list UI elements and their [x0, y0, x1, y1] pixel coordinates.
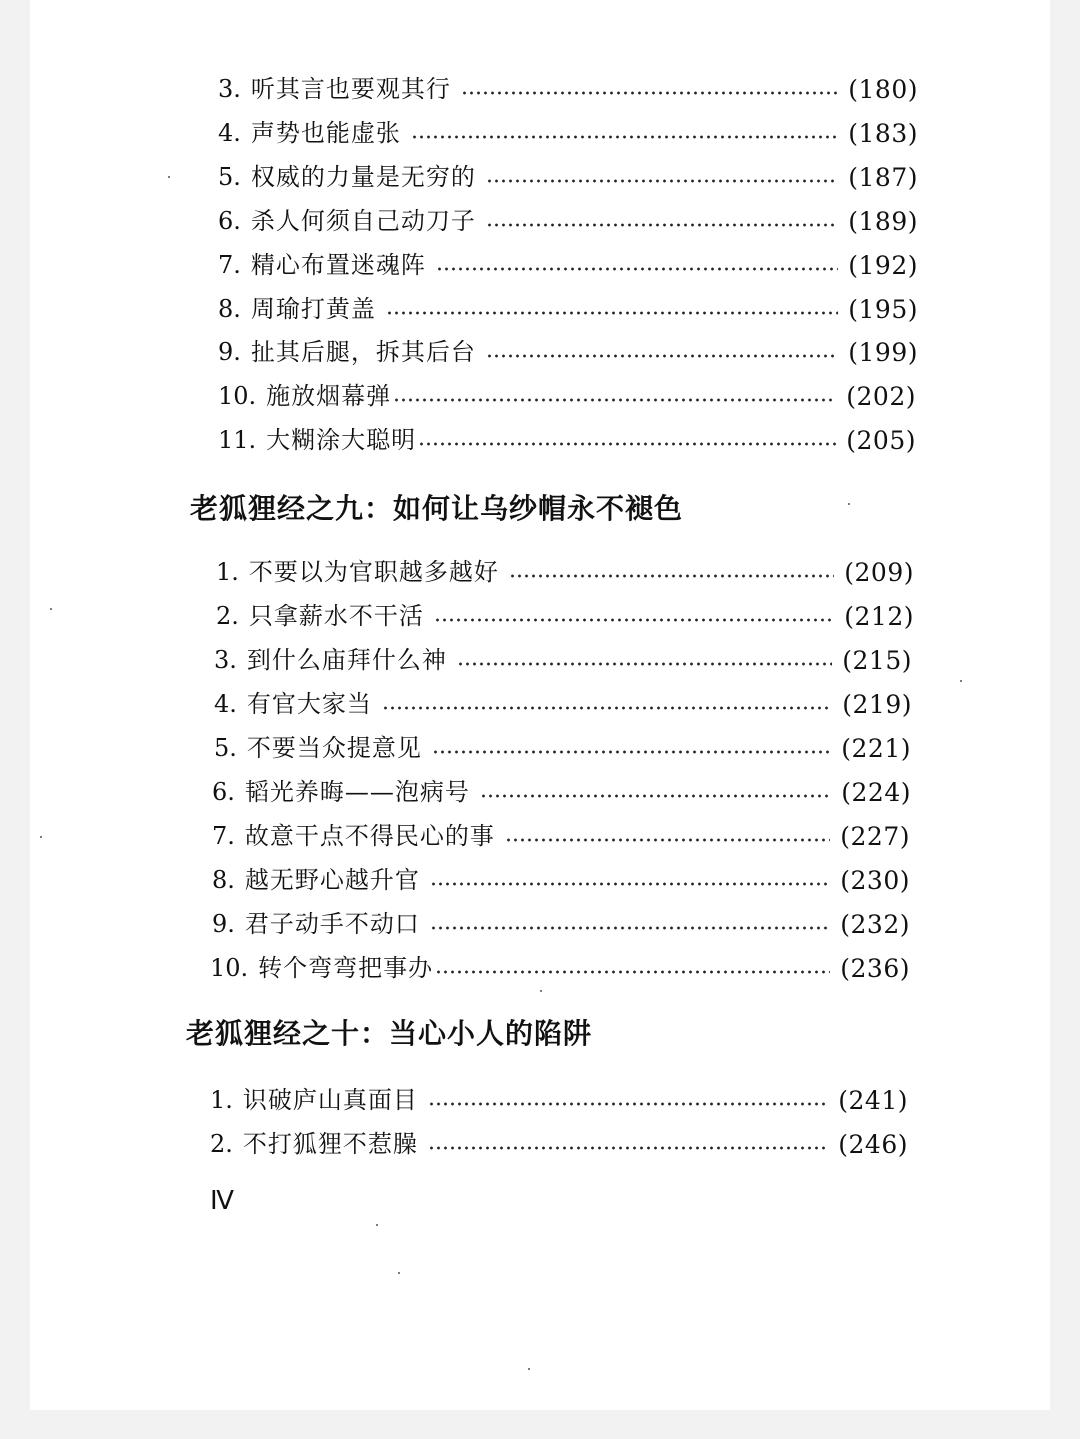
entry-number: 4. [218, 119, 241, 147]
entry-title: 不要以为官职越多越好 [248, 558, 499, 586]
entry-page-number: (224) [841, 777, 911, 807]
dot-leader [461, 91, 838, 95]
entry-title: 大糊涂大聪明 [266, 426, 417, 454]
section-heading: 老狐狸经之十：当心小人的陷阱 [186, 1017, 593, 1050]
entry-title: 周瑜打黄盖 [250, 295, 376, 323]
entry-number: 1. [216, 558, 239, 586]
entry-page-number: (219) [842, 689, 912, 719]
section-heading: 老狐狸经之九：如何让乌纱帽永不褪色 [190, 492, 684, 525]
entry-title: 精心布置迷魂阵 [250, 251, 426, 279]
entry-title: 不打狐狸不惹臊 [242, 1130, 418, 1158]
entry-page-number: (205) [846, 425, 916, 455]
dot-leader [430, 926, 830, 930]
entry-number: 6. [212, 778, 235, 806]
entry-page-number: (212) [844, 601, 914, 631]
entry-number: 8. [212, 866, 235, 894]
entry-number: 1. [210, 1086, 233, 1114]
dot-leader [428, 1102, 828, 1106]
scan-speck [376, 1224, 378, 1226]
entry-page-number: (232) [840, 909, 910, 939]
entry-number: 6. [218, 207, 241, 235]
entry-number: 10. [218, 382, 257, 410]
entry-title: 君子动手不动口 [244, 910, 420, 938]
entry-number: 9. [212, 910, 235, 938]
toc-entry[interactable] [218, 332, 918, 372]
entry-page-number: (187) [848, 162, 918, 192]
scan-speck [398, 1272, 400, 1274]
toc-entry[interactable] [212, 860, 910, 900]
scan-speck [540, 990, 542, 992]
toc-entry[interactable] [212, 816, 910, 856]
dot-leader [434, 618, 834, 622]
entry-page-number: (241) [838, 1085, 908, 1115]
entry-number: 4. [214, 690, 237, 718]
toc-entry[interactable] [210, 1124, 908, 1164]
entry-page-number: (236) [840, 953, 910, 983]
scan-speck [50, 608, 52, 610]
entry-title: 权威的力量是无穷的 [250, 163, 476, 191]
entry-title: 故意干点不得民心的事 [244, 822, 495, 850]
entry-number: 3. [218, 75, 241, 103]
dot-leader [418, 442, 836, 446]
toc-entry[interactable] [218, 245, 918, 285]
dot-leader [486, 179, 838, 183]
entry-title: 不要当众提意见 [246, 734, 422, 762]
toc-entry[interactable] [214, 684, 912, 724]
scan-speck [528, 1368, 530, 1370]
entry-page-number: (202) [846, 381, 916, 411]
entry-page-number: (221) [841, 733, 911, 763]
toc-entry[interactable] [210, 1080, 908, 1120]
entry-title: 韬光养晦——泡病号 [244, 778, 470, 806]
entry-number: 7. [218, 251, 241, 279]
entry-page-number: (209) [844, 557, 914, 587]
toc-entry[interactable] [218, 157, 918, 197]
entry-title: 扯其后腿，拆其后台 [250, 338, 476, 366]
dot-leader [382, 706, 832, 710]
entry-number: 11. [218, 426, 257, 454]
dot-leader [480, 794, 831, 798]
toc-entry[interactable] [214, 728, 911, 768]
entry-number: 10. [210, 954, 249, 982]
toc-entry[interactable] [214, 640, 912, 680]
entry-title: 施放烟幕弹 [266, 382, 392, 410]
dot-leader [393, 398, 836, 402]
toc-entry[interactable] [212, 772, 911, 812]
entry-number: 3. [214, 646, 237, 674]
toc-entry[interactable] [218, 201, 918, 241]
dot-leader [486, 354, 838, 358]
entry-page-number: (183) [848, 118, 918, 148]
entry-title: 声势也能虚张 [250, 119, 401, 147]
scan-speck [960, 680, 962, 682]
toc-entry[interactable] [218, 69, 918, 109]
scan-speck [848, 503, 850, 505]
toc-entry[interactable] [218, 376, 916, 416]
scan-speck [168, 176, 170, 178]
entry-page-number: (227) [840, 821, 910, 851]
toc-entry[interactable] [218, 420, 916, 460]
entry-title: 越无野心越升官 [244, 866, 420, 894]
toc-entry[interactable] [216, 596, 914, 636]
entry-page-number: (192) [848, 250, 918, 280]
entry-title: 杀人何须自己动刀子 [250, 207, 476, 235]
dot-leader [435, 970, 830, 974]
entry-number: 5. [214, 734, 237, 762]
entry-title: 只拿薪水不干活 [248, 602, 424, 630]
dot-leader [509, 574, 834, 578]
entry-number: 9. [218, 338, 241, 366]
entry-title: 转个弯弯把事办 [258, 954, 434, 982]
entry-page-number: (199) [848, 337, 918, 367]
dot-leader [430, 882, 830, 886]
toc-entry[interactable] [218, 289, 918, 329]
toc-entry[interactable] [210, 948, 910, 988]
entry-title: 听其言也要观其行 [250, 75, 451, 103]
dot-leader [486, 223, 838, 227]
toc-entry[interactable] [218, 113, 918, 153]
scan-speck [40, 836, 42, 838]
dot-leader [386, 311, 838, 315]
entry-page-number: (230) [840, 865, 910, 895]
dot-leader [428, 1146, 828, 1150]
page-folio: Ⅳ [210, 1186, 234, 1215]
entry-page-number: (246) [838, 1129, 908, 1159]
entry-number: 8. [218, 295, 241, 323]
dot-leader [505, 838, 830, 842]
entry-number: 7. [212, 822, 235, 850]
entry-title: 到什么庙拜什么神 [246, 646, 447, 674]
entry-page-number: (189) [848, 206, 918, 236]
entry-number: 5. [218, 163, 241, 191]
dot-leader [411, 135, 838, 139]
entry-page-number: (215) [842, 645, 912, 675]
toc-entry[interactable] [212, 904, 910, 944]
entry-page-number: (195) [848, 294, 918, 324]
dot-leader [432, 750, 831, 754]
entry-title: 识破庐山真面目 [242, 1086, 418, 1114]
entry-number: 2. [210, 1130, 233, 1158]
toc-entry[interactable] [216, 552, 914, 592]
dot-leader [436, 267, 838, 271]
dot-leader [457, 662, 832, 666]
entry-title: 有官大家当 [246, 690, 372, 718]
entry-number: 2. [216, 602, 239, 630]
entry-page-number: (180) [848, 74, 918, 104]
